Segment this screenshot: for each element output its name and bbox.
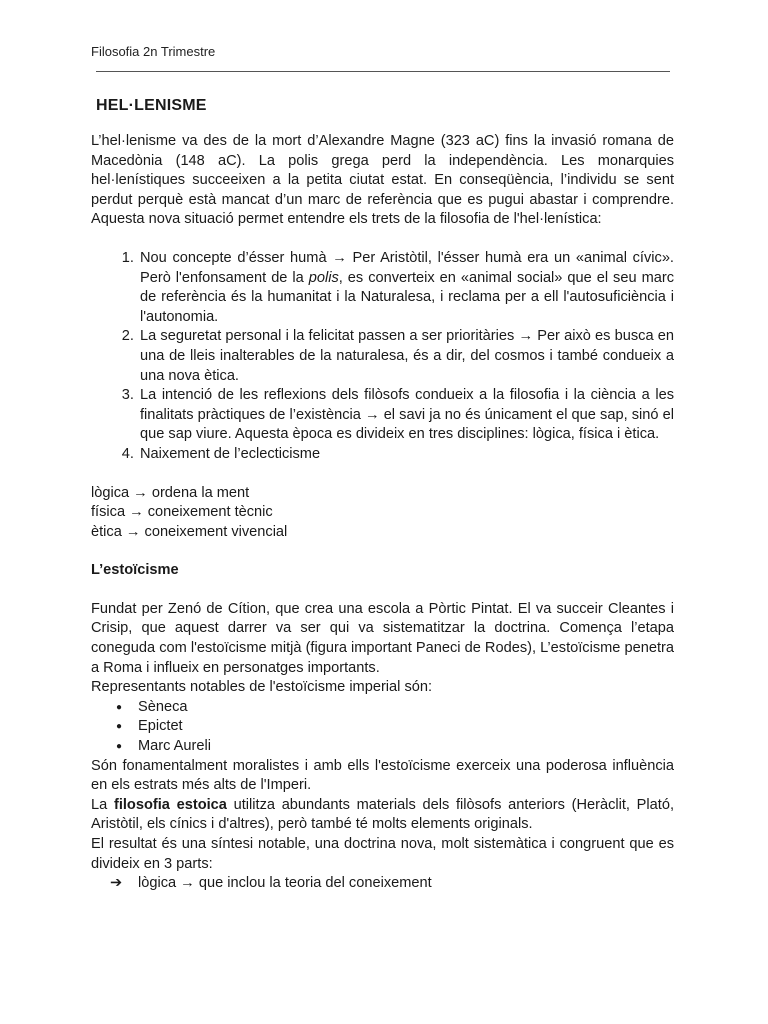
arrow-icon: ➔ <box>110 875 123 892</box>
result-paragraph: El resultat és una síntesi notable, una doctrina nova, molt sistemàtica i congruent que es divideix en 3 parts: <box>91 836 674 872</box>
stoicism-paragraph: Fundat per Zenó de Cítion, que crea una escola a Pòrtic Pintat. El va succeir Cleantes i Crisip, que aquest darrer va ser qui va sistematitzar la doctrina. Comença l’etapa coneguda com l'estoïcisme mitjà (figura important Paneci de Rodes), L’estoïcisme penetra a Roma i influeix en personatges importants. <box>91 600 674 676</box>
list-item: ● Epictet <box>138 717 674 737</box>
intro-paragraph: L’hel·lenisme va des de la mort d’Alexandre Magne (323 aC) fins la invasió romana de Macedònia (148 aC). La polis grega perd la independència. Les monarquies hel·lenístiques succeeixen a la petita ciutat estat. En conseqüència, l’individu se sent perdut perquè està mancat d’un marc de referència que es pugui abastar i comprendre. Aquesta nova situació permet entendre els trets de la filosofia de l'hel·lenística: <box>91 133 674 228</box>
parts-list <box>91 874 674 894</box>
list-item: ➔ lògica → que inclou la teoria del coneixement <box>138 874 674 894</box>
list-item: ● Sèneca <box>138 698 674 718</box>
header-divider <box>96 71 670 72</box>
representatives-list <box>91 698 674 757</box>
section-heading-stoicism: L’estoïcisme <box>91 562 179 579</box>
discipline-line: lògica → ordena la ment <box>91 484 250 501</box>
page-title: HEL·LENISME <box>96 97 207 114</box>
list-item: 1. Nou concepte d’ésser humà → Per Aristòtil, l'ésser humà era un «animal cívic». Però l'enfonsament de la polis, es converteix en «animal social» que el seu marc de referència és la humanitat i la Naturalesa, i reclama per a ell l'autosuficiència i l'autonomia. <box>138 249 674 327</box>
emphasis-polis: polis <box>308 269 339 286</box>
list-item: ● Marc Aureli <box>138 737 674 757</box>
stoic-philosophy-paragraph: La filosofia estoica utilitza abundants materials dels filòsofs anteriors (Heràclit, Plató, Aristòtil, els cínics i d'altres), però també té molts elements originals. <box>91 796 674 833</box>
moralists-paragraph: Són fonamentalment moralistes i amb ells l'estoïcisme exerceix una poderosa influència en els estrats més alts de l'Imperi. <box>91 757 674 794</box>
list-item: 4. Naixement de l’eclecticisme <box>138 445 674 465</box>
bold-term: filosofia estoica <box>113 796 227 813</box>
disciplines-list <box>91 484 674 543</box>
document-header: Filosofia 2n Trimestre <box>91 44 216 59</box>
traits-list <box>91 249 674 465</box>
document-body <box>91 96 674 894</box>
representatives-intro: Representants notables de l'estoïcisme imperial són: <box>91 679 433 696</box>
list-item: 3. La intenció de les reflexions dels filòsofs condueix a la filosofia i la ciència a les finalitats pràctiques de l’existència → el savi ja no és únicament el que sap, sinó el que sap viure. Aquesta època es divideix en tres disciplines: lògica, física i ètica. <box>138 386 674 445</box>
list-item: 2. La seguretat personal i la felicitat passen a ser prioritàries → Per això es busca en una de lleis inalterables de la naturalesa, és a dir, del cosmos i també condueix a una nova ètica. <box>138 327 674 386</box>
discipline-line: ètica → coneixement vivencial <box>91 523 288 540</box>
discipline-line: física → coneixement tècnic <box>91 504 273 521</box>
